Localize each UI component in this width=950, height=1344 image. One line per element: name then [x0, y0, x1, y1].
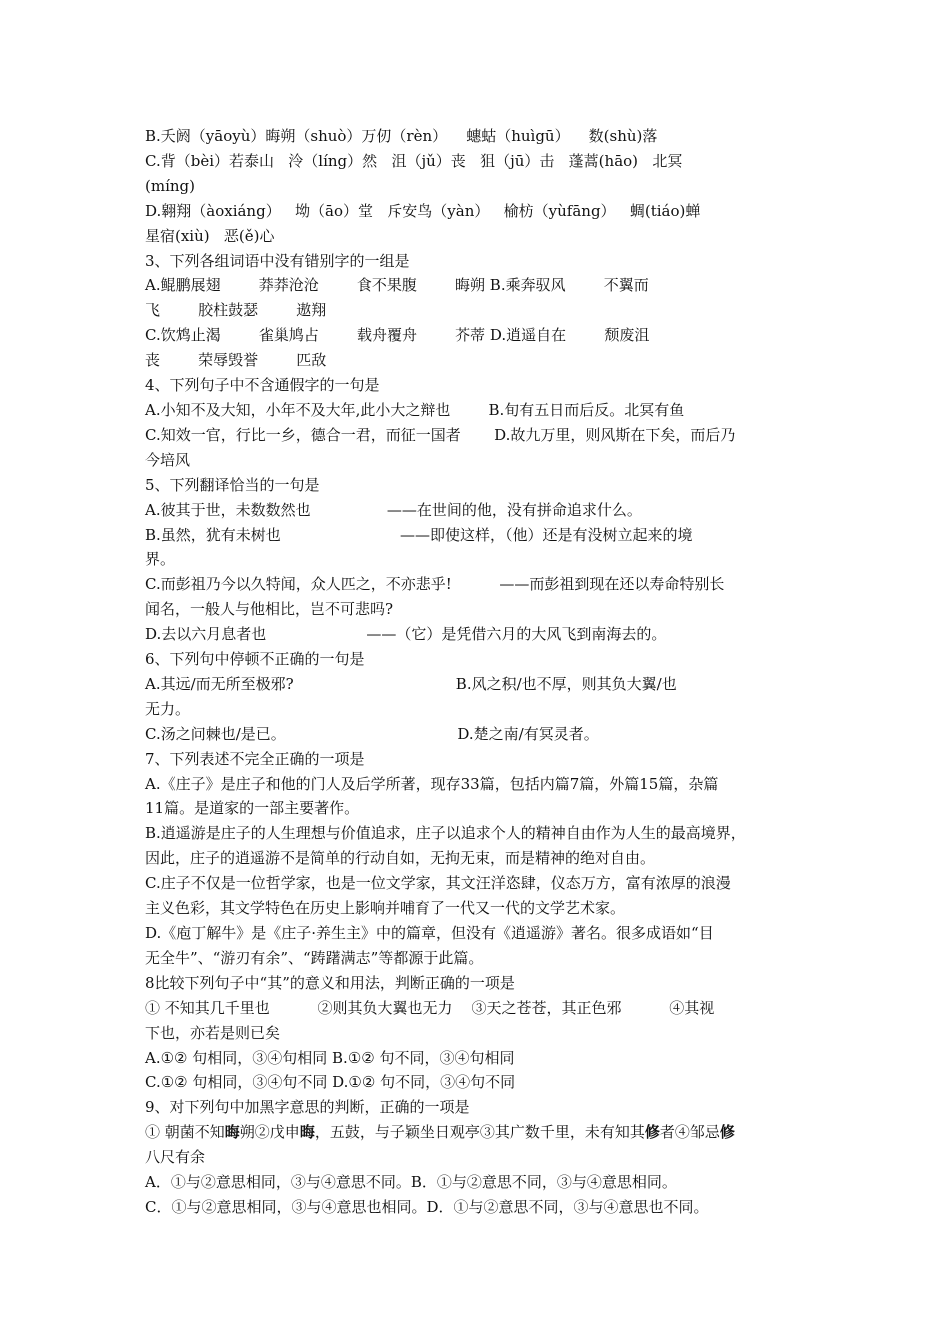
q5-option-b-cont: 界。	[145, 550, 176, 569]
q4-line-2: C.知效一官，行比一乡，德合一君，而征一国者 D.故九万里，则风斯在下矣，而后乃	[145, 425, 736, 444]
q9-line-2: 八尺有余	[145, 1148, 206, 1167]
q3-line-4: 丧 荣辱毁誉 匹敌	[145, 351, 327, 370]
q5-option-d: D.去以六月息者也 ——（它）是凭借六月的大风飞到南海去的。	[145, 625, 667, 644]
q4-stem: 4、下列句子中不含通假字的一句是	[145, 376, 380, 395]
q9-bold-xiu-2: 修	[719, 1123, 735, 1142]
q7-option-a-cont: 11篇。是道家的一部主要著作。	[145, 799, 360, 818]
q7-stem: 7、下列表述不完全正确的一项是	[145, 749, 365, 768]
q6-line-3: C.汤之问棘也/是已。 D.楚之南/有冥灵者。	[145, 724, 599, 743]
q3-line-2: 飞 胶柱鼓瑟 遨翔	[145, 301, 327, 320]
q6-line-2: 无力。	[145, 699, 191, 718]
q5-option-c: C.而彭祖乃今以久特闻，众人匹之，不亦悲乎! ——而彭祖到现在还以寿命特别长	[145, 575, 725, 594]
q9-line-3: A．①与②意思相同，③与④意思不同。B．①与②意思不同，③与④意思相同。	[145, 1173, 677, 1192]
q3-line-3: C.饮鸩止渴 雀巢鸠占 载舟覆舟 芥蒂 D.逍遥自在 颓废沮	[145, 326, 650, 345]
question-3	[145, 249, 810, 374]
q7-option-a: A.《庄子》是庄子和他的门人及后学所著，现存33篇，包括内篇7篇，外篇15篇，杂篇	[145, 774, 719, 793]
q7-option-b: B.逍遥游是庄子的人生理想与价值追求，庄子以追求个人的精神自由作为人生的最高境界，	[145, 824, 746, 843]
q3-line-1: A.鲲鹏展翅 莽莽沧沧 食不果腹 晦朔 B.乘奔驭风 不翼而	[145, 276, 649, 295]
q9-text-2: 朔②戊申	[239, 1123, 300, 1142]
q8-line-3: A.①② 句相同，③④句相同 B.①② 句不同，③④句相同	[145, 1048, 515, 1067]
q5-option-a: A.彼其于世，未数数然也 ——在世间的他，没有拼命追求什么。	[145, 500, 642, 519]
q7-option-b-cont: 因此，庄子的逍遥游不是简单的行动自如，无拘无束，而是精神的绝对自由。	[145, 849, 656, 868]
q9-bold-hui-2: 晦	[299, 1123, 315, 1142]
q9-line-1	[145, 1120, 810, 1145]
question-8	[145, 971, 810, 1096]
q2-option-c: C.背（bèi）若泰山 泠（líng）然 沮（jǔ）丧 狙（jū）击 蓬蒿(hāo) 北冥	[145, 151, 683, 170]
q9-bold-hui-1: 晦	[224, 1123, 240, 1142]
question-2-options	[145, 124, 810, 249]
q5-option-c-cont: 闻名，一般人与他相比，岂不可悲吗?	[145, 600, 394, 619]
q9-text-3: ，五鼓，与子颖坐日观亭③其广数千里，未有知其	[314, 1123, 645, 1142]
document-page	[145, 124, 810, 1220]
question-4	[145, 373, 810, 473]
q8-line-2: 下也，亦若是则已矣	[145, 1023, 281, 1042]
q9-line-4: C．①与②意思相同，③与④意思也相同。D．①与②意思不同，③与④意思也不同。	[145, 1197, 709, 1216]
q9-stem: 9、对下列句中加黑字意思的判断，正确的一项是	[145, 1098, 470, 1117]
q7-option-c-cont: 主义色彩，其文学特色在历史上影响并哺育了一代又一代的文学艺术家。	[145, 899, 626, 918]
q6-stem: 6、下列句中停顿不正确的一句是	[145, 650, 365, 669]
q8-line-1: ① 不知其几千里也 ②则其负大翼也无力 ③天之苍苍，其正色邪 ④其视	[145, 998, 715, 1017]
question-6	[145, 647, 810, 747]
question-5	[145, 473, 810, 647]
question-9	[145, 1095, 810, 1220]
q4-line-1: A.小知不及大知，小年不及大年,此小大之辩也 B.旬有五日而后反。北冥有鱼	[145, 400, 685, 419]
q2-option-c-cont: (míng)	[145, 176, 195, 195]
q2-option-d: D.翱翔（àoxiáng） 坳（āo）堂 斥安鸟（yàn） 榆枋（yùfāng） 蜩(tiáo)蝉	[145, 201, 701, 220]
q9-bold-xiu-1: 修	[644, 1123, 660, 1142]
q7-option-d: D.《庖丁解牛》是《庄子·养生主》中的篇章，但没有《逍遥游》著名。很多成语如“目	[145, 924, 714, 942]
q4-line-3: 今培风	[145, 450, 191, 469]
question-7	[145, 747, 810, 971]
q2-option-d-cont: 星宿(xiù) 恶(ě)心	[145, 226, 275, 245]
q3-stem: 3、下列各组词语中没有错别字的一组是	[145, 251, 410, 270]
q5-option-b: B.虽然，犹有未树也 ——即使这样，（他）还是有没树立起来的境	[145, 525, 693, 544]
q5-stem: 5、下列翻译恰当的一句是	[145, 475, 320, 494]
q8-stem: 8比较下列句子中“其”的意义和用法，判断正确的一项是	[145, 973, 515, 992]
q9-text-4: 者④邹忌	[659, 1123, 720, 1142]
q7-option-d-cont: 无全牛”、“游刃有余”、“踌躇满志”等都源于此篇。	[145, 948, 484, 967]
q8-line-4: C.①② 句相同，③④句不同 D.①② 句不同，③④句不同	[145, 1073, 516, 1092]
q9-text-1: ① 朝菌不知	[145, 1123, 225, 1142]
q7-option-c: C.庄子不仅是一位哲学家，也是一位文学家，其文汪洋恣肆，仪态万方，富有浓厚的浪漫	[145, 874, 731, 893]
q6-line-1: A.其远/而无所至极邪? B.风之积/也不厚，则其负大翼/也	[145, 674, 677, 693]
q2-option-b: B.夭阏（yāoyù）晦朔（shuò）万仞（rèn） 蟪蛄（huìgū） 数(shù)落	[145, 127, 658, 145]
